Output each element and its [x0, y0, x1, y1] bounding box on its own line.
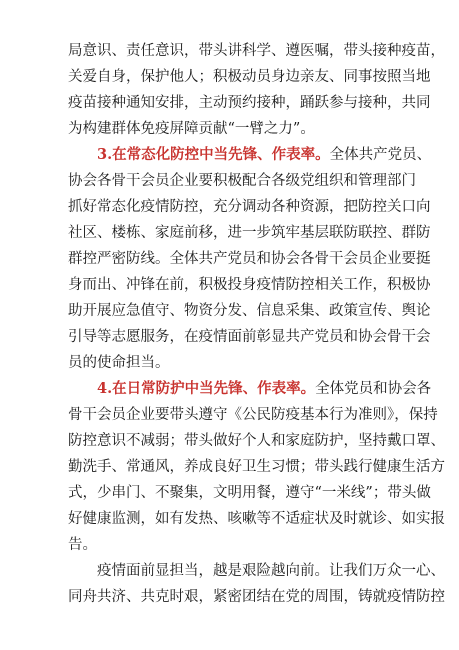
paragraph-3: [68, 376, 445, 558]
text-line: 骨干会员企业要带头遵守《公民防疫基本行为准则》，保持: [68, 407, 438, 423]
text-line: 好健康监测，如有发热、咳嗽等不适症状及时就诊、如实报: [68, 511, 445, 527]
text-run: 全体共产党员、: [329, 147, 432, 163]
text-line: 勤洗手、常通风，养成良好卫生习惯；带头践行健康生活方: [68, 459, 445, 475]
text-line: 为构建群体免疫屏障贡献“一臂之力”。: [68, 121, 315, 137]
paragraph-first-line: [68, 376, 432, 402]
text-line: 群控严密防线。全体共产党员和协会各骨干会员企业要挺: [68, 251, 431, 267]
text-line: 关爱自身，保护他人；积极动员身边亲友、同事按照当地: [68, 69, 431, 85]
text-run: 全体党员和协会各: [315, 381, 432, 397]
text-line: 告。: [68, 537, 97, 553]
paragraph-1: [68, 38, 445, 142]
text-line: 疫苗接种通知安排，主动预约接种，踊跃参与接种，共同: [68, 95, 431, 111]
text-line: 助开展应急值守、物资分发、信息采集、政策宣传、舆论: [68, 303, 431, 319]
text-line: 身而出、冲锋在前，积极投身疫情防控相关工作，积极协: [68, 277, 431, 293]
section-heading-4: 4.在日常防护中当先锋、作表率。: [97, 380, 316, 397]
text-line: 局意识、责任意识，带头讲科学、遵医嘱，带头接种疫苗，: [68, 43, 445, 59]
paragraph-2: [68, 142, 432, 376]
document-body: [68, 38, 445, 610]
paragraph-first-line: 疫情面前显担当，越是艰险越向前。让我们万众一心、: [97, 563, 445, 579]
section-heading-3: 3.在常态化防控中当先锋、作表率。: [97, 146, 330, 163]
text-line: 引导等志愿服务，在疫情面前彰显共产党员和协会骨干会: [68, 329, 431, 345]
paragraph-first-line: [68, 142, 432, 168]
text-line: 社区、楼栋、家庭前移，进一步筑牢基层联防联控、群防: [68, 225, 431, 241]
text-line: 协会各骨干会员企业要积极配合各级党组织和管理部门: [68, 173, 416, 189]
paragraph-4: [68, 558, 445, 610]
text-line: 式，少串门、不聚集，文明用餐，遵守“一米线”；带头做: [68, 485, 431, 501]
text-line: 抓好常态化疫情防控，充分调动各种资源，把防控关口向: [68, 199, 431, 215]
text-line: 员的使命担当。: [68, 355, 170, 371]
text-line: 防控意识不减弱；带头做好个人和家庭防护，坚持戴口罩、: [68, 433, 445, 449]
text-line: 同舟共济、共克时艰，紧密团结在党的周围，铸就疫情防控: [68, 589, 445, 605]
